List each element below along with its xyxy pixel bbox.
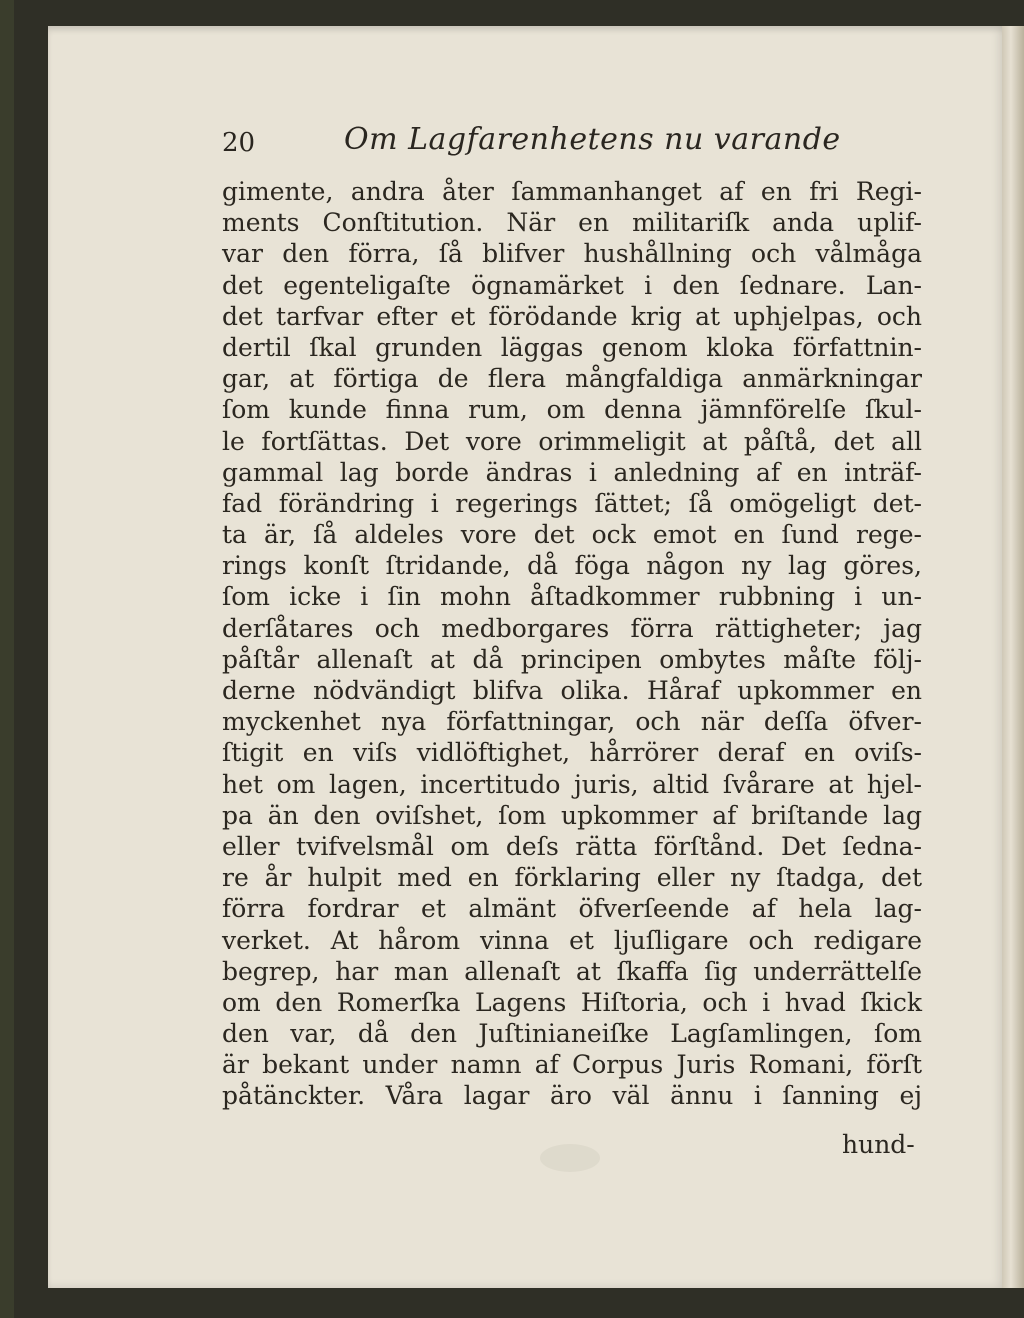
- text-line: verket. At hårom vinna et ljuſligare och redigare: [222, 925, 922, 955]
- text-line: ments Conſtitution. När en militariſk anda uplif-: [222, 208, 922, 238]
- text-line: rings konſt ſtridande, då föga någon ny lag göres,: [222, 551, 922, 581]
- text-line: gammal lag borde ändras i anledning af en inträf-: [222, 457, 922, 487]
- page-number: 20: [222, 128, 256, 158]
- text-line: het om lagen, incertitudo juris, altid ſvårare at hjel-: [222, 769, 922, 799]
- text-line: påſtår allenaſt at då principen ombytes måſte följ-: [222, 644, 922, 674]
- text-line: det egenteligaſte ögnamärket i den ſednare. Lan-: [222, 270, 922, 300]
- text-line: ſom kunde finna rum, om denna jämnförelſe ſkul-: [222, 395, 922, 425]
- text-line: dertil ſkal grunden läggas genom kloka författnin-: [222, 332, 922, 362]
- text-line: eller tvifvelsmål om deſs rätta förſtånd. Det ſedna-: [222, 831, 922, 861]
- text-line: ſtigit en viſs vidlöftighet, hårrörer deraf en oviſs-: [222, 738, 922, 768]
- page-edge: [1002, 26, 1024, 1288]
- text-line: förra fordrar et almänt öfverſeende af hela lag-: [222, 894, 922, 924]
- body-text: [222, 176, 922, 1112]
- text-line: ſom icke i ſin mohn åſtadkommer rubbning i un-: [222, 582, 922, 612]
- text-line: det tarfvar efter et förödande krig at uphjelpas, och: [222, 301, 922, 331]
- ink-smudge: [540, 1144, 600, 1172]
- text-line: re år hulpit med en förklaring eller ny ſtadga, det: [222, 863, 922, 893]
- text-line: är bekant under namn af Corpus Juris Romani, förſt: [222, 1050, 922, 1080]
- text-line: le fortſättas. Det vore orimmeligit at påſtå, det all: [222, 426, 922, 456]
- text-line: pa än den oviſshet, ſom upkommer af briſtande lag: [222, 800, 922, 830]
- text-line: den var, då den Juſtinianeiſke Lagſamlingen, ſom: [222, 1019, 922, 1049]
- text-line: derſåtares och medborgares förra rättigheter; jag: [222, 613, 922, 643]
- text-line: ta är, ſå aldeles vore det ock emot en ſund rege-: [222, 520, 922, 550]
- text-line: fad förändring i regerings ſättet; ſå omögeligt det-: [222, 488, 922, 518]
- running-title: Om Lagfarenhetens nu varande: [344, 122, 841, 157]
- catchword: hund-: [842, 1130, 915, 1159]
- text-line: myckenhet nya författningar, och när deſſa öfver-: [222, 707, 922, 737]
- text-line: gar, at förtiga de flera mångfaldiga anmärkningar: [222, 364, 922, 394]
- text-line: derne nödvändigt blifva olika. Håraf upkommer en: [222, 676, 922, 705]
- page-header: [222, 122, 922, 166]
- text-line: begrep, har man allenaſt at ſkaffa ſig underrättelſe: [222, 956, 922, 986]
- text-line: var den förra, ſå blifver hushållning och vålmåga: [222, 239, 922, 269]
- text-line: gimente, andra åter ſammanhanget af en fri Regi-: [222, 177, 922, 206]
- text-line: om den Romerſka Lagens Hiſtoria, och i hvad ſkick: [222, 987, 922, 1017]
- text-line: påtänckter. Våra lagar äro väl ännu i ſanning ej: [222, 1081, 922, 1111]
